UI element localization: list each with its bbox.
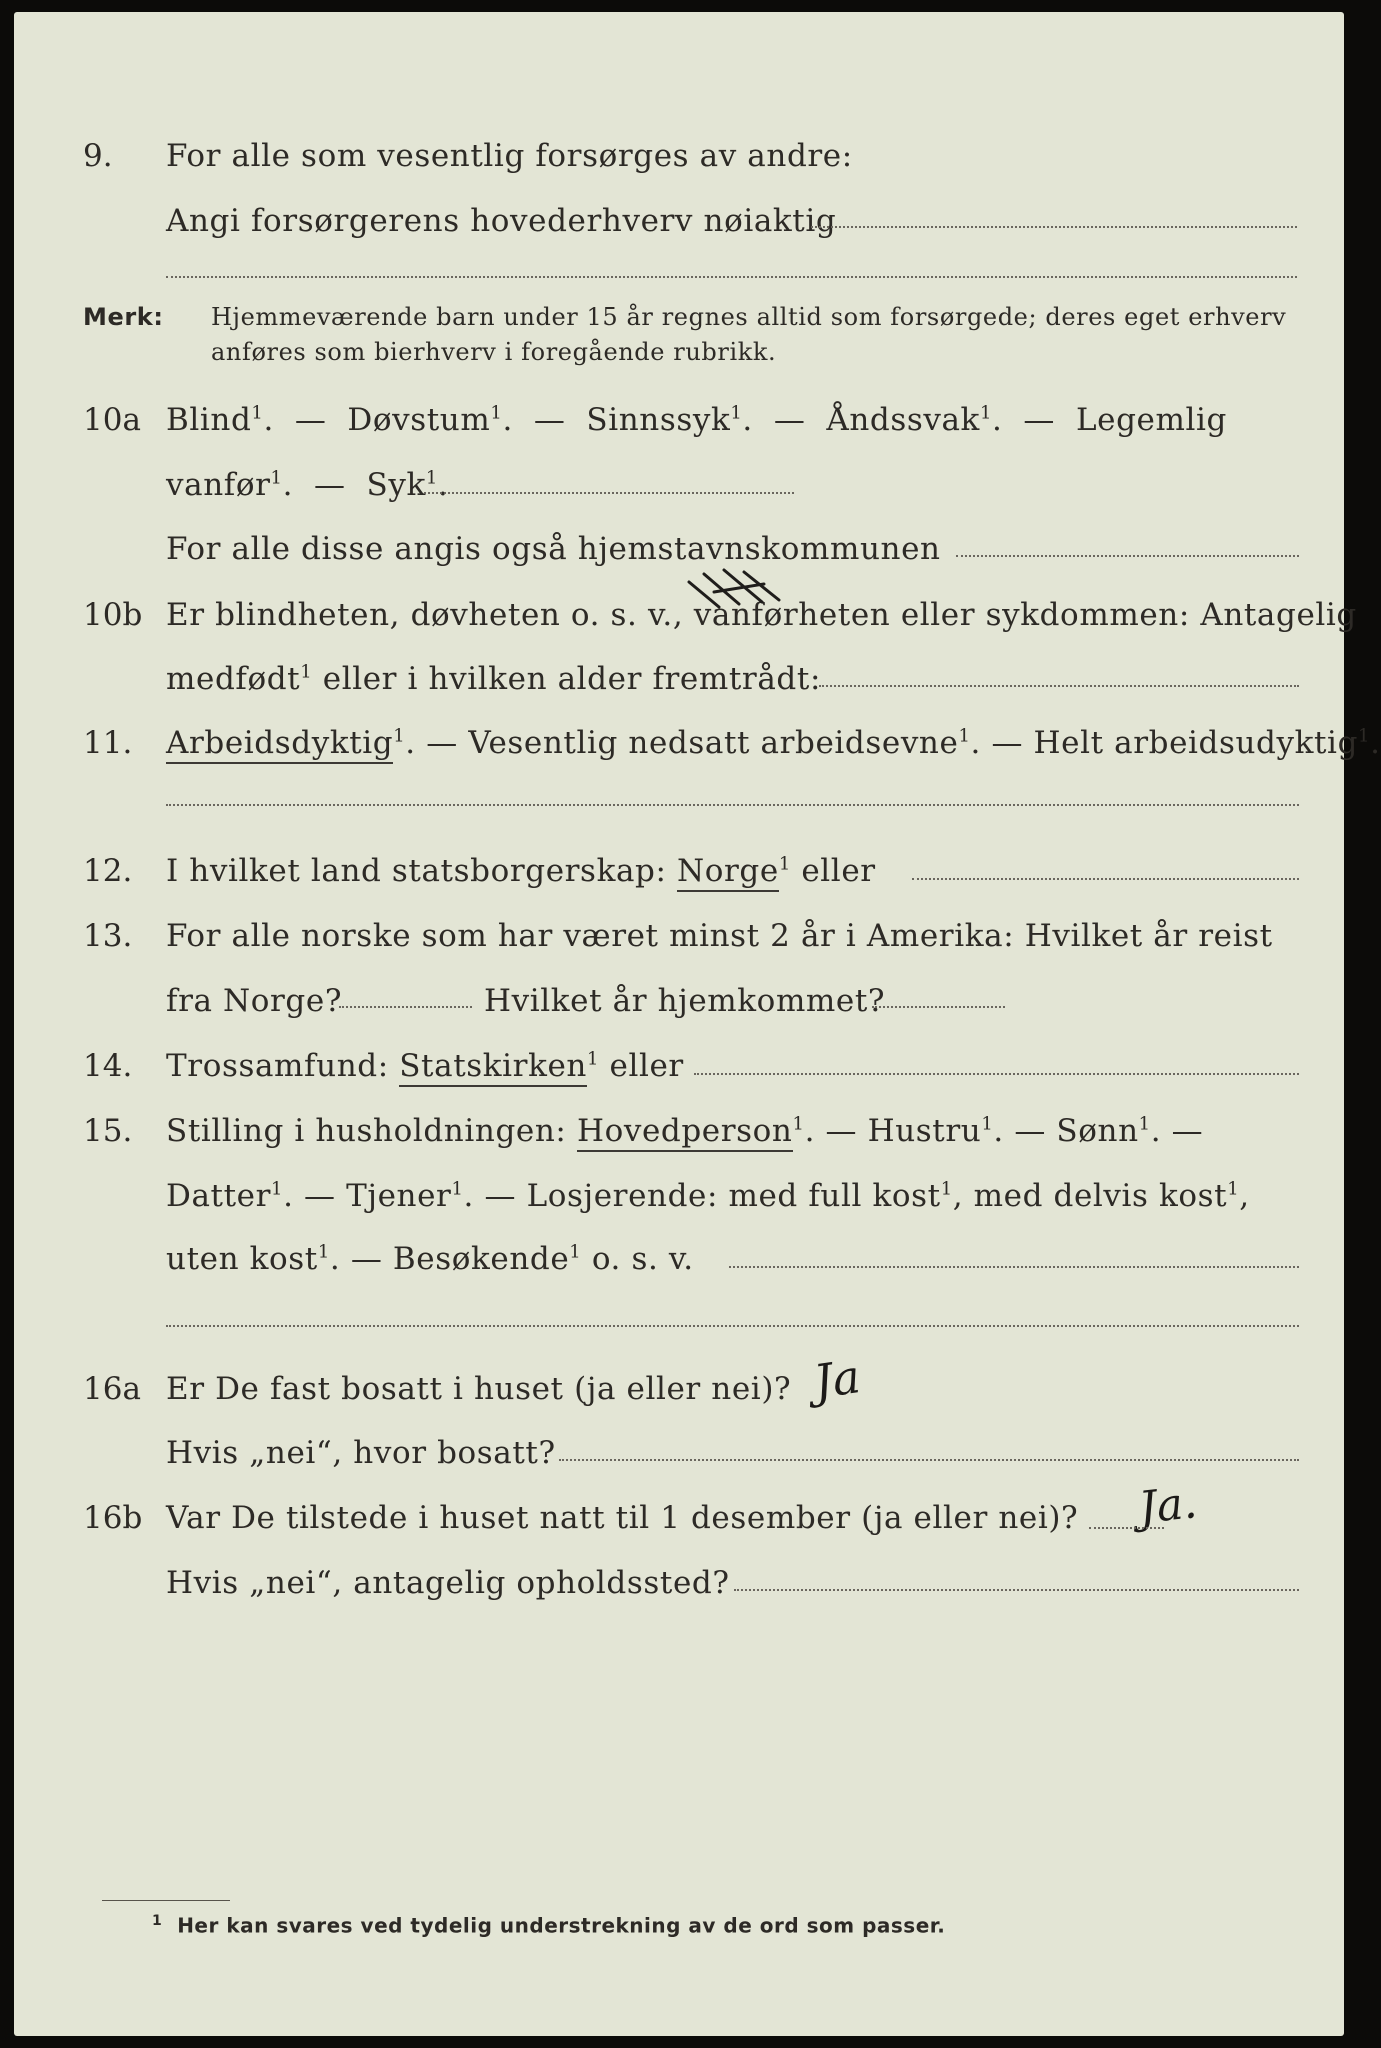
merk-line2: anføres som bierhverv i foregående rubrikk. (211, 338, 777, 366)
q16b-line2: Hvis „nei“, antagelig opholdssted? (166, 1565, 730, 1601)
q9-fill-line-2 (166, 276, 1297, 278)
q16b-answer-fill (1089, 1527, 1164, 1529)
q16a-bosatt-fill (559, 1459, 1299, 1461)
q13-reist-fill (339, 1006, 472, 1008)
q14-number: 14. (83, 1048, 133, 1084)
census-form-page (14, 12, 1381, 2036)
option-hovedperson[interactable]: Hovedperson (577, 1113, 793, 1152)
q11-line1: Arbeidsdyktig$^1$. — Vesentlig nedsatt arbeidsevne$^1$. — Helt arbeidsudyktig$^1$. (166, 725, 1381, 761)
q12-line: I hvilket land statsborgerskap: Norge$^1$ eller (166, 853, 876, 889)
option-sonn[interactable]: Sønn (1056, 1113, 1139, 1149)
q10a-syk-fill (424, 492, 794, 494)
option-delvis-kost[interactable]: med delvis kost (973, 1178, 1228, 1214)
q10a-line3: For alle disse angis også hjemstavnskommunen (166, 531, 941, 567)
q9-fill-line (811, 226, 1297, 228)
q10a-number: 10a (83, 402, 141, 438)
q16b-handwritten-answer[interactable]: Ja. (1136, 1477, 1200, 1534)
option-vanfor[interactable]: vanfør (166, 467, 271, 503)
q14-fill-line (694, 1073, 1299, 1075)
q10a-line1: Blind$^1$. — Døvstum$^1$. — Sinnssyk$^1$. — Åndssvak$^1$. — Legemlig (166, 402, 1227, 438)
q16a-line1: Er De fast bosatt i huset (ja eller nei)? (166, 1371, 792, 1407)
option-hustru[interactable]: Hustru (867, 1113, 982, 1149)
q13-line1: For alle norske som har været minst 2 år i Amerika: Hvilket år reist (166, 918, 1273, 954)
q15-fill-line-2 (166, 1325, 1299, 1327)
q13-hjemkommet-fill (872, 1006, 1005, 1008)
option-andssvak[interactable]: Åndssvak (826, 402, 980, 438)
q16b-number: 16b (83, 1500, 143, 1536)
q13-line2a: fra Norge? (166, 983, 343, 1019)
q13-number: 13. (83, 918, 133, 954)
option-helt-arbeidsudyktig[interactable]: Helt arbeidsudyktig (1033, 725, 1359, 761)
q16a-handwritten-answer[interactable]: Ja (810, 1349, 864, 1409)
q9-line1: For alle som vesentlig forsørges av andre: (166, 138, 853, 174)
q16a-line2: Hvis „nei“, hvor bosatt? (166, 1435, 556, 1471)
q9-number: 9. (83, 138, 113, 174)
q10a-kommune-fill (956, 555, 1299, 557)
merk-line1: Hjemmeværende barn under 15 år regnes alltid som forsørgede; deres eget erhverv (211, 303, 1287, 331)
ink-scribble-mark (684, 562, 794, 622)
option-losjerende-full-kost[interactable]: Losjerende: med full kost (526, 1178, 941, 1214)
option-syk[interactable]: Syk (366, 467, 426, 503)
option-arbeidsdyktig[interactable]: Arbeidsdyktig (166, 725, 393, 764)
q10a-line2: vanfør$^1$. — Syk$^1$. (166, 467, 449, 503)
q15-number: 15. (83, 1113, 133, 1149)
q11-fill-line (166, 804, 1299, 806)
q12-fill-line (912, 878, 1299, 880)
option-dovstum[interactable]: Døvstum (347, 402, 491, 438)
option-datter[interactable]: Datter (166, 1178, 272, 1214)
q11-number: 11. (83, 725, 133, 761)
option-vesentlig-nedsatt[interactable]: Vesentlig nedsatt arbeidsevne (468, 725, 959, 761)
option-medfodt[interactable]: medfødt (166, 661, 301, 697)
q16b-opholdssted-fill (734, 1589, 1299, 1591)
q16b-line1: Var De tilstede i huset natt til 1 desember (ja eller nei)? (166, 1500, 1079, 1536)
q15-line2: Datter$^1$. — Tjener$^1$. — Losjerende: med full kost$^1$, med delvis kost$^1$, (166, 1178, 1250, 1214)
q15-line1: Stilling i husholdningen: Hovedperson$^1$. — Hustru$^1$. — Sønn$^1$. — (166, 1113, 1203, 1149)
footnote-rule (102, 1900, 230, 1901)
q10b-number: 10b (83, 597, 143, 633)
q15-line3: uten kost$^1$. — Besøkende$^1$ o. s. v. (166, 1241, 694, 1277)
q10b-line1: Er blindheten, døvheten o. s. v., vanførheten eller sykdommen: Antagelig (166, 597, 1357, 633)
q13-line2b: Hvilket år hjemkommet? (484, 983, 886, 1019)
q9-line2: Angi forsørgerens hovederhverv nøiaktig (166, 203, 837, 239)
q14-line: Trossamfund: Statskirken$^1$ eller (166, 1048, 684, 1084)
option-blind[interactable]: Blind (166, 402, 252, 438)
option-sinnssyk[interactable]: Sinnssyk (586, 402, 731, 438)
q10b-line2: medfødt$^1$ eller i hvilken alder fremtrådt: (166, 661, 821, 697)
option-tjener[interactable]: Tjener (346, 1178, 452, 1214)
option-uten-kost[interactable]: uten kost (166, 1241, 318, 1277)
q12-number: 12. (83, 853, 133, 889)
q15-fill-line (729, 1266, 1299, 1268)
option-legemlig[interactable]: Legemlig (1075, 402, 1227, 438)
q10b-alder-fill (819, 685, 1299, 687)
merk-label: Merk: (83, 303, 164, 331)
q16a-number: 16a (83, 1371, 141, 1407)
option-norge[interactable]: Norge (677, 853, 779, 892)
option-statskirken[interactable]: Statskirken (399, 1048, 587, 1087)
footnote: $^1$ Her kan svares ved tydelig understrekning av de ord som passer. (152, 1913, 946, 1938)
option-besokende[interactable]: Besøkende (392, 1241, 570, 1277)
